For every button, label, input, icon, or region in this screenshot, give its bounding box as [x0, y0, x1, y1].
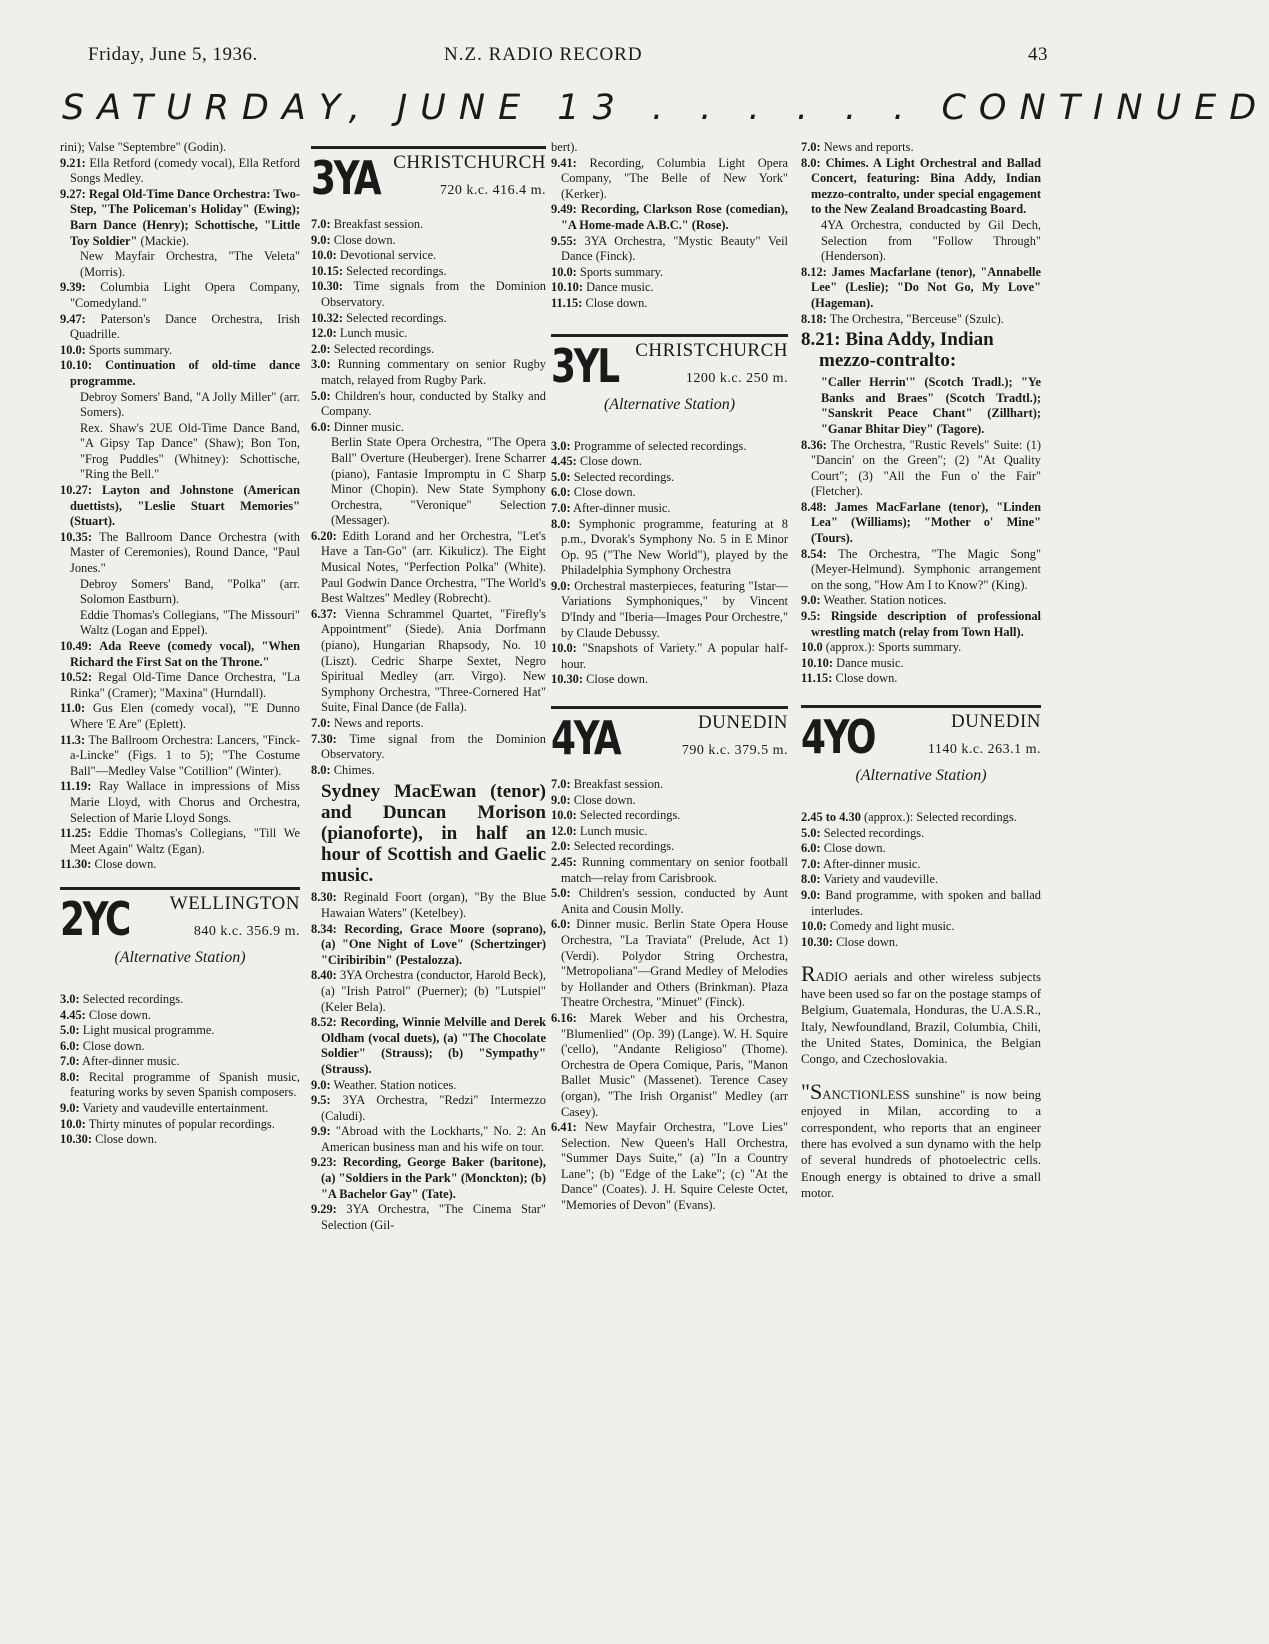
station-city: CHRISTCHURCH [393, 152, 546, 173]
station-frequency: 1200 k.c. 250 m. [685, 370, 788, 386]
column-2 [311, 146, 546, 1233]
list-item: 3.0: Programme of selected recordings. [551, 438, 747, 453]
list-item: New Mayfair Orchestra, "The Veleta" (Morris). [80, 249, 300, 279]
list-item: 10.0: Comedy and light music. [801, 919, 955, 934]
list-item: 9.0: Weather. Station notices. [311, 1077, 457, 1092]
list-item: 10.0: Devotional service. [311, 248, 437, 263]
list-item: 6.0: Dinner music. Berlin State Opera House Orchestra, "La Traviata" (Prelude, Act 1) (Verdi). Polydor String Orchestra, "Metropoliana"—Grand Medley of Melodies by Hollander and Others (Brinkman). Plaza Theatre Orchestra, "Minuet" (Finck). [551, 917, 788, 1010]
section-rule [551, 706, 788, 709]
list-item: 10.10: Continuation of old-time dance programme. [60, 358, 300, 388]
news-note-sunshine: "SANCTIONLESS sunshine" is now being enjoyed in Milan, according to a correspondent, who reports that an engineer there has evolved a sun dynamo with the help of several hundreds of photoelectric cells. Enough energy is obtained to drive a small motor. [801, 1078, 1041, 1201]
list-item: 9.41: Recording, Columbia Light Opera Company, "The Belle of New York" (Kerker). [551, 155, 788, 201]
list-item: 10.30: Close down. [551, 672, 649, 687]
station-city: DUNEDIN [950, 711, 1041, 732]
station-callsign: 3YA [311, 151, 380, 205]
list-item: Debroy Somers' Band, "Polka" (arr. Solomon Eastburn). [80, 576, 300, 607]
list-item: 10.10: Dance music. [801, 655, 904, 670]
list-item: rini); Valse "Septembre" (Godin). [60, 140, 227, 154]
list-item: 11.25: Eddie Thomas's Collegians, "Till We Meet Again" Waltz (Egan). [60, 826, 300, 856]
station-city: CHRISTCHURCH [635, 339, 788, 361]
list-item: bert). [551, 140, 578, 154]
list-item: 9.47: Paterson's Dance Orchestra, Irish Quadrille. [60, 311, 300, 342]
station-note: (Alternative Station) [603, 395, 736, 413]
list-item: Debroy Somers' Band, "A Jolly Miller" (arr. Somers). [80, 389, 300, 420]
list-item: 8.34: Recording, Grace Moore (soprano), (a) "One Night of Love" (Schertzinger) "Ciribiribin" (Pestalozza). [311, 921, 546, 967]
list-item: 8.48: James MacFarlane (tenor), "Linden Lea" (Williams); "Mother o' Mine" (Tours). [801, 499, 1041, 546]
list-item: 11.0: Gus Elen (comedy vocal), "'E Dunno Where 'E Are" (Eplett). [60, 701, 300, 731]
list-item: 7.0: News and reports. [801, 140, 914, 154]
list-item: 12.0: Lunch music. [551, 823, 648, 838]
list-item: 10.0: "Snapshots of Variety." A popular half-hour. [551, 641, 788, 671]
list-item: 10.15: Selected recordings. [311, 263, 447, 278]
featured-artist: 8.21: Bina Addy, Indian mezzo-contralto: [801, 329, 994, 372]
list-item: 8.12: James Macfarlane (tenor), "Annabelle Lee" (Leslie); "Do Not Go, My Love" (Hageman). [801, 264, 1041, 310]
station-callsign: 2YC [60, 891, 129, 946]
list-item: 9.0: Close down. [311, 232, 396, 247]
list-item: 7.0: Breakfast session. [311, 217, 424, 231]
section-rule [801, 705, 1041, 708]
list-item: Berlin State Opera Orchestra, "The Opera Ball" Overture (Heuberger). Irene Scharrer (piano), Fantasie Impromptu in C Sharp Minor (Chopin). New State Symphony Orchestra, "Veronique" Selection (Messager). [331, 435, 546, 528]
list-item: 8.52: Recording, Winnie Melville and Derek Oldham (vocal duets), (a) "The Chocolate Soldier" (Strauss); (b) "Sympathy" (Strauss). [311, 1015, 546, 1076]
list-item: 8.18: The Orchestra, "Berceuse" (Szulc). [801, 311, 1004, 326]
list-item: 8.54: The Orchestra, "The Magic Song" (Meyer-Helmund). Symphonic arrangement on the song, "How Am I to Know?" (King). [801, 546, 1042, 592]
list-item: Eddie Thomas's Collegians, "The Missouri" Waltz (Logan and Eppel). [80, 607, 300, 638]
station-frequency: 1140 k.c. 263.1 m. [927, 742, 1041, 757]
station-callsign: 4YO [801, 710, 875, 764]
station-city: DUNEDIN [697, 712, 788, 734]
list-item: 10.0: Thirty minutes of popular recordings. [60, 1116, 275, 1131]
list-item: 8.36: The Orchestra, "Rustic Revels" Suite: (1) "Dancin' on the Green"; (2) "At Quality Court"; (3) "All the Fun o' the Fair" (Fletcher). [801, 437, 1041, 499]
station-frequency: 720 k.c. 416.4 m. [439, 183, 546, 198]
page-number: 43 [1028, 44, 1048, 65]
list-item: 9.0: Variety and vaudeville entertainment. [60, 1101, 269, 1116]
list-item: 9.0: Band programme, with spoken and ballad interludes. [801, 887, 1041, 918]
list-item: 9.55: 3YA Orchestra, "Mystic Beauty" Veil Dance (Finck). [551, 233, 789, 264]
list-item: 4YA Orchestra, conducted by Gil Dech, Selection from "Follow Through" (Henderson). [821, 217, 1041, 264]
list-item: "Caller Herrin'" (Scotch Tradl.); "Ye Banks and Braes" (Scotch Tradtl.); "Sanskrit Peace Chant" (Zillhart); "Ganar Bhitar Diey" (Tagore). [821, 375, 1041, 436]
list-item: 6.0: Close down. [551, 485, 636, 500]
list-item: 5.0: Selected recordings. [801, 825, 925, 840]
list-item: 6.20: Edith Lorand and her Orchestra, "Let's Have a Tan-Go" (arr. Kikulicz). The Eight Musical Notes, "Perfection Polka" (White). Paul Godwin Dance Orchestra, "The World's Best Waltzes" Medley (Robrecht). [311, 528, 546, 606]
list-item: 8.0: Recital programme of Spanish music, featuring works by seven Spanish composers. [60, 1069, 300, 1100]
list-item: 7.0: After-dinner music. [551, 500, 671, 515]
station-note: (Alternative Station) [114, 948, 246, 966]
list-item: 5.0: Selected recordings. [551, 469, 675, 484]
list-item: 10.30: Close down. [60, 1132, 158, 1147]
list-item: 10.30: Time signals from the Dominion Observatory. [311, 279, 547, 309]
column-4 [801, 140, 1041, 1202]
station-note: (Alternative Station) [855, 767, 987, 784]
featured-artists: Sydney MacEwan (tenor) and Duncan Morison (pianoforte), in half an hour of Scottish and Gaelic music. [321, 781, 546, 887]
list-item: Rex. Shaw's 2UE Old-Time Dance Band, "A Gipsy Tap Dance" (Shaw); Bon Ton, "Frog Puddles" (Whitney): Schottische, "Ring the Bell." [80, 420, 300, 482]
section-rule [311, 146, 546, 149]
day-banner: SATURDAY, JUNE 13 . . . . . . CONTINUED [62, 88, 1269, 128]
station-header-4ya [551, 713, 788, 775]
list-item: 9.23: Recording, George Baker (baritone), (a) "Soldiers in the Park" (Monckton); (b) "A Bachelor Gay" (Tate). [311, 1155, 546, 1201]
list-item: 11.3: The Ballroom Orchestra: Lancers, "Finck-a-Lincke" (Figs. 1 to 5); "The Costume Ball"—Medley Valse "Cotillion" (Winter). [60, 732, 301, 778]
list-item: 6.37: Vienna Schrammel Quartet, "Firefly's Appointment" (Siede). Ania Dorfmann (piano), Hungarian Rhapsody, No. 10 (Liszt). Cedric Sharpe Sextet, Negro Spiritual Medley (arr. Virgo). New Symphony Orchestra, "Three-Cornered Hat" Suite, Final Dance (de Falla). [311, 606, 546, 715]
list-item: 10.0: Sports summary. [60, 342, 173, 357]
list-item: 7.0: News and reports. [311, 716, 424, 730]
list-item: 10.0 (approx.): Sports summary. [801, 640, 962, 655]
station-header-3yl [551, 338, 788, 427]
list-item: 9.21: Ella Retford (comedy vocal), Ella Retford Songs Medley. [60, 155, 300, 186]
list-item: 12.0: Lunch music. [311, 326, 408, 341]
station-city: WELLINGTON [169, 892, 300, 914]
news-note-radio-stamps: RADIO aerials and other wireless subjects have been used so far on the postage stamps of Belgium, Guatemala, Honduras, the U.A.S.R., Italy, Newfoundland, Brazil, Columbia, Chili, the United States, Dominica, the Belgian Congo, and Czechoslovakia. [801, 961, 1041, 1067]
station-header-4yo [801, 712, 1041, 798]
list-item: 11.15: Close down. [801, 671, 898, 686]
list-item: 11.15: Close down. [551, 295, 648, 310]
list-item: 9.9: "Abroad with the Lockharts," No. 2: An American business man and his wife on tour. [311, 1124, 546, 1154]
list-item: 10.49: Ada Reeve (comedy vocal), "When Richard the First Sat on the Throne." [60, 639, 300, 669]
list-item: 9.0: Orchestral masterpieces, featuring "Istar—Variations Symphoniques," by Vincent D'Indy and "Iberia—Images Pour Orchestre," by Claude Debussy. [551, 578, 788, 640]
list-item: 9.49: Recording, Clarkson Rose (comedian), "A Home-made A.B.C." (Rose). [551, 202, 788, 232]
list-item: 10.10: Dance music. [551, 280, 654, 295]
list-item: 8.0: Chimes. A Light Orchestral and Ballad Concert, featuring: Bina Addy, Indian mezzo-contralto, under special engagement to the New Zealand Broadcasting Board. [801, 155, 1041, 217]
list-item: 10.0: Selected recordings. [551, 808, 681, 823]
list-item: 7.0: After-dinner music. [801, 856, 921, 871]
list-item: 7.0: Breakfast session. [551, 777, 664, 792]
list-item: 9.5: 3YA Orchestra, "Redzi" Intermezzo (Caludi). [311, 1093, 546, 1123]
list-item: 6.0: Dinner music. [311, 419, 404, 434]
issue-date: Friday, June 5, 1936. [88, 44, 258, 65]
section-rule [551, 334, 788, 337]
list-item: 9.0: Weather. Station notices. [801, 593, 947, 608]
list-item: 11.19: Ray Wallace in impressions of Miss Marie Lloyd, with Chorus and Orchestra, Selection of Marie Lloyd Songs. [60, 779, 300, 825]
list-item: 10.52: Regal Old-Time Dance Orchestra, "La Rinka" (Cramer); "Maxina" (Hurndall). [60, 670, 300, 700]
list-item: 9.39: Columbia Light Opera Company, "Comedyland." [60, 280, 300, 310]
list-item: 5.0: Light musical programme. [60, 1023, 215, 1038]
list-item: 6.0: Close down. [60, 1038, 145, 1053]
column-1 [60, 140, 300, 1148]
publication-title: N.Z. RADIO RECORD [444, 44, 643, 65]
list-item: 3.0: Selected recordings. [60, 991, 184, 1006]
list-item: 10.35: The Ballroom Dance Orchestra (with Master of Ceremonies), Round Dance, "Paul Jones." [60, 529, 300, 576]
station-header-2yc [60, 891, 300, 980]
list-item: 8.40: 3YA Orchestra (conductor, Harold Beck), (a) "Irish Patrol" (Puerner); (b) "Lutspiel" (Keler Bela). [311, 968, 546, 1014]
station-callsign: 3YL [551, 338, 618, 393]
list-item: 6.16: Marek Weber and his Orchestra, "Blumenlied" (Op. 39) (Lange). W. H. Squire ('cello), "Andante Religioso" (Thome). Orchestra de Opera Comique, Paris, "Manon Ballet Music" (Massenet). Terence Casey (organ), "The Irish Organist" Medley (arr Casey). [551, 1010, 788, 1119]
list-item: 8.0: Symphonic programme, featuring at 8 p.m., Dvorak's Symphony No. 5 in E Minor Op. 95 ("The New World"), played by the Philadelphia Symphony Orchestra [551, 516, 788, 578]
column-3 [551, 140, 788, 1214]
list-item: 8.30: Reginald Foort (organ), "By the Blue Hawaian Waters" (Ketelbey). [311, 890, 546, 920]
list-item: 4.45: Close down. [60, 1007, 151, 1022]
list-item: 9.27: Regal Old-Time Dance Orchestra: Two-Step, "The Policeman's Holiday" (Ewing); Barn Dance (Henry); Schottische, "Little Toy Soldier" (Mackie). [60, 186, 300, 248]
section-rule [60, 887, 300, 890]
list-item: 7.0: After-dinner music. [60, 1054, 180, 1069]
list-item: 6.0: Close down. [801, 841, 886, 856]
list-item: 4.45: Close down. [551, 454, 642, 469]
station-callsign: 4YA [551, 711, 620, 766]
list-item: 2.45 to 4.30 (approx.): Selected recordings. [801, 810, 1017, 824]
list-item: 2.45: Running commentary on senior football match—relay from Carisbrook. [551, 855, 788, 885]
list-item: 10.0: Sports summary. [551, 264, 664, 279]
running-head [88, 44, 1048, 72]
station-header-3ya [311, 153, 546, 215]
list-item: 9.0: Close down. [551, 792, 636, 807]
list-item: 3.0: Running commentary on senior Rugby match, relayed from Rugby Park. [311, 357, 546, 387]
list-item: 9.5: Ringside description of professional wrestling match (relay from Town Hall). [801, 609, 1041, 639]
station-frequency: 840 k.c. 356.9 m. [193, 923, 300, 939]
list-item: 9.29: 3YA Orchestra, "The Cinema Star" Selection (Gil- [311, 1202, 546, 1232]
list-item: 10.30: Close down. [801, 934, 899, 949]
list-item: 10.27: Layton and Johnstone (American duettists), "Leslie Stuart Memories" (Stuart). [60, 483, 300, 529]
list-item: 6.41: New Mayfair Orchestra, "Love Lies" Selection. New Queen's Hall Orchestra, "Summer Days Suite," (a) "In a Country Lane"; (b) "Edge of the Lake"; (c) "At the Dance" (Coates). J. H. Squire Celeste Octet, "Memories of Devon" (Evans). [551, 1120, 788, 1213]
list-item: 7.30: Time signal from the Dominion Observatory. [311, 731, 546, 762]
list-item: 2.0: Selected recordings. [311, 341, 435, 356]
list-item: 5.0: Children's session, conducted by Aunt Anita and Cousin Molly. [551, 886, 788, 916]
list-item: 10.32: Selected recordings. [311, 310, 447, 325]
list-item: 11.30: Close down. [60, 857, 157, 872]
list-item: 2.0: Selected recordings. [551, 839, 675, 854]
list-item: 5.0: Children's hour, conducted by Stalky and Company. [311, 388, 546, 419]
list-item: 8.0: Chimes. [311, 762, 375, 777]
station-frequency: 790 k.c. 379.5 m. [681, 743, 788, 759]
list-item: 8.0: Variety and vaudeville. [801, 872, 939, 887]
